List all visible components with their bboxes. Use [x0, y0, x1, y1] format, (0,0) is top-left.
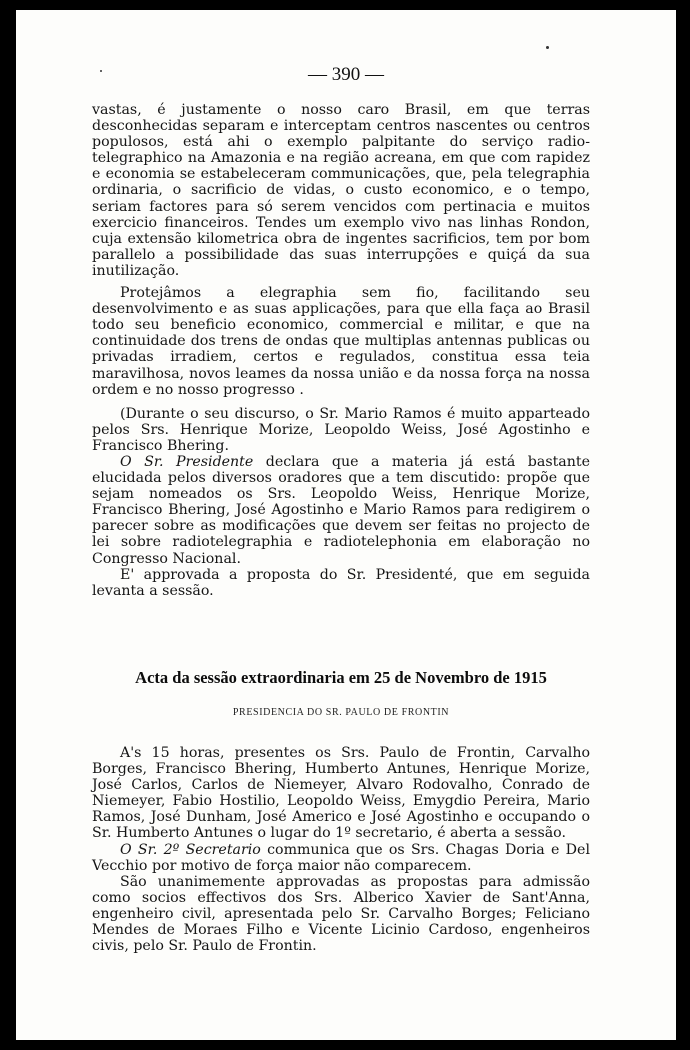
paragraph-text: communica que os Srs. Chagas Doria e Del Vecchio por motivo de força maior não comparecem.	[92, 841, 590, 874]
paragraph	[92, 454, 590, 567]
document-page	[16, 10, 676, 1040]
paragraph: (Durante o seu discurso, o Sr. Mario Ramos é muito apparteado pelos Srs. Henrique Morize, Leopoldo Weiss, José Agostinho e Francisco Bhering.	[92, 405, 590, 454]
section-title: Acta da sessão extraordinaria em 25 de Novembro de 1915	[135, 668, 547, 687]
speaker-name: O Sr. Presidente	[120, 453, 254, 470]
section-subtitle: PRESIDENCIA DO SR. PAULO DE FRONTIN	[232, 707, 450, 718]
paragraph: São unanimemente approvadas as propostas para admissão como socios effectivos dos Srs. Alberico Xavier de Sant'Anna, engenheiro civil, apresentada pelo Sr. Carvalho Borges; Feliciano Mendes de Moraes Filho e Vicente Licinio Cardoso, engenheiros civis, pelo Sr. Paulo de Frontin.	[92, 873, 590, 955]
paragraph: Protejâmos a elegraphia sem fio, facilitando seu desenvolvimento e as suas applicações, para que ella faça ao Brasil todo seu beneficio economico, commercial e militar, e que na continuidade dos trens de ondas que multiplas antennas publicas ou privadas irradiem, certos e regulados, constitua essa teia maravilhosa, novos leames da nossa união e da nossa força na nossa ordem e no nosso progresso .	[92, 285, 590, 398]
paragraph: A's 15 horas, presentes os Srs. Paulo de Frontin, Carvalho Borges, Francisco Bhering, Humberto Antunes, Henrique Morize, José Carlos, Carlos de Niemeyer, Alvaro Rodovalho, Conrado de Niemeyer, Fabio Hostilio, Leopoldo Weiss, Emygdio Pereira, Mario Ramos, José Dunham, José Americo e José Agostinho e occupando o Sr. Humberto Antunes o lugar do 1º secretario, é aberta a sessão.	[92, 745, 590, 842]
page-number: — 390 —	[308, 64, 384, 85]
speck	[546, 46, 549, 49]
paragraph-text: declara que a materia já está bastante elucidada pelos diversos oradores que a tem discutido: propõe que sejam nomeados os Srs. Leopoldo Weiss, Henrique Morize, Francisco Bhering, José Agostinho e Mario Ramos para redigirem o parecer sobre as modificações que devem ser feitas no projecto de lei sobre radiotelegraphia e radiotelephonia em elaboração no Congresso Nacional.	[92, 453, 591, 567]
speaker-name: O Sr. 2º Secretario	[120, 841, 261, 858]
text-block-top	[92, 102, 590, 599]
paragraph: E' approvada a proposta do Sr. Presidenté, que em seguida levanta a sessão.	[92, 566, 590, 599]
text-block-bottom	[92, 745, 590, 954]
paragraph	[92, 842, 590, 874]
paragraph: vastas, é justamente o nosso caro Brasil, em que terras desconhecidas separam e interceptam centros nascentes ou centros populosos, está ahi o exemplo palpitante do serviço radio-telegraphico na Amazonia e na região acreana, em que com rapidez e economia se estabeleceram communicações, que, pela telegraphia ordinaria, o sacrificio de vidas, o custo economico, e o tempo, seriam factores para só serem vencidos com pertinacia e muitos exercicio financeiros. Tendes um exemplo vivo nas linhas Rondon, cuja extensão kilometrica obra de ingentes sacrificios, tem por bom parallelo a possibilidade das suas interrupções e quiçá da sua inutilização.	[92, 102, 590, 279]
